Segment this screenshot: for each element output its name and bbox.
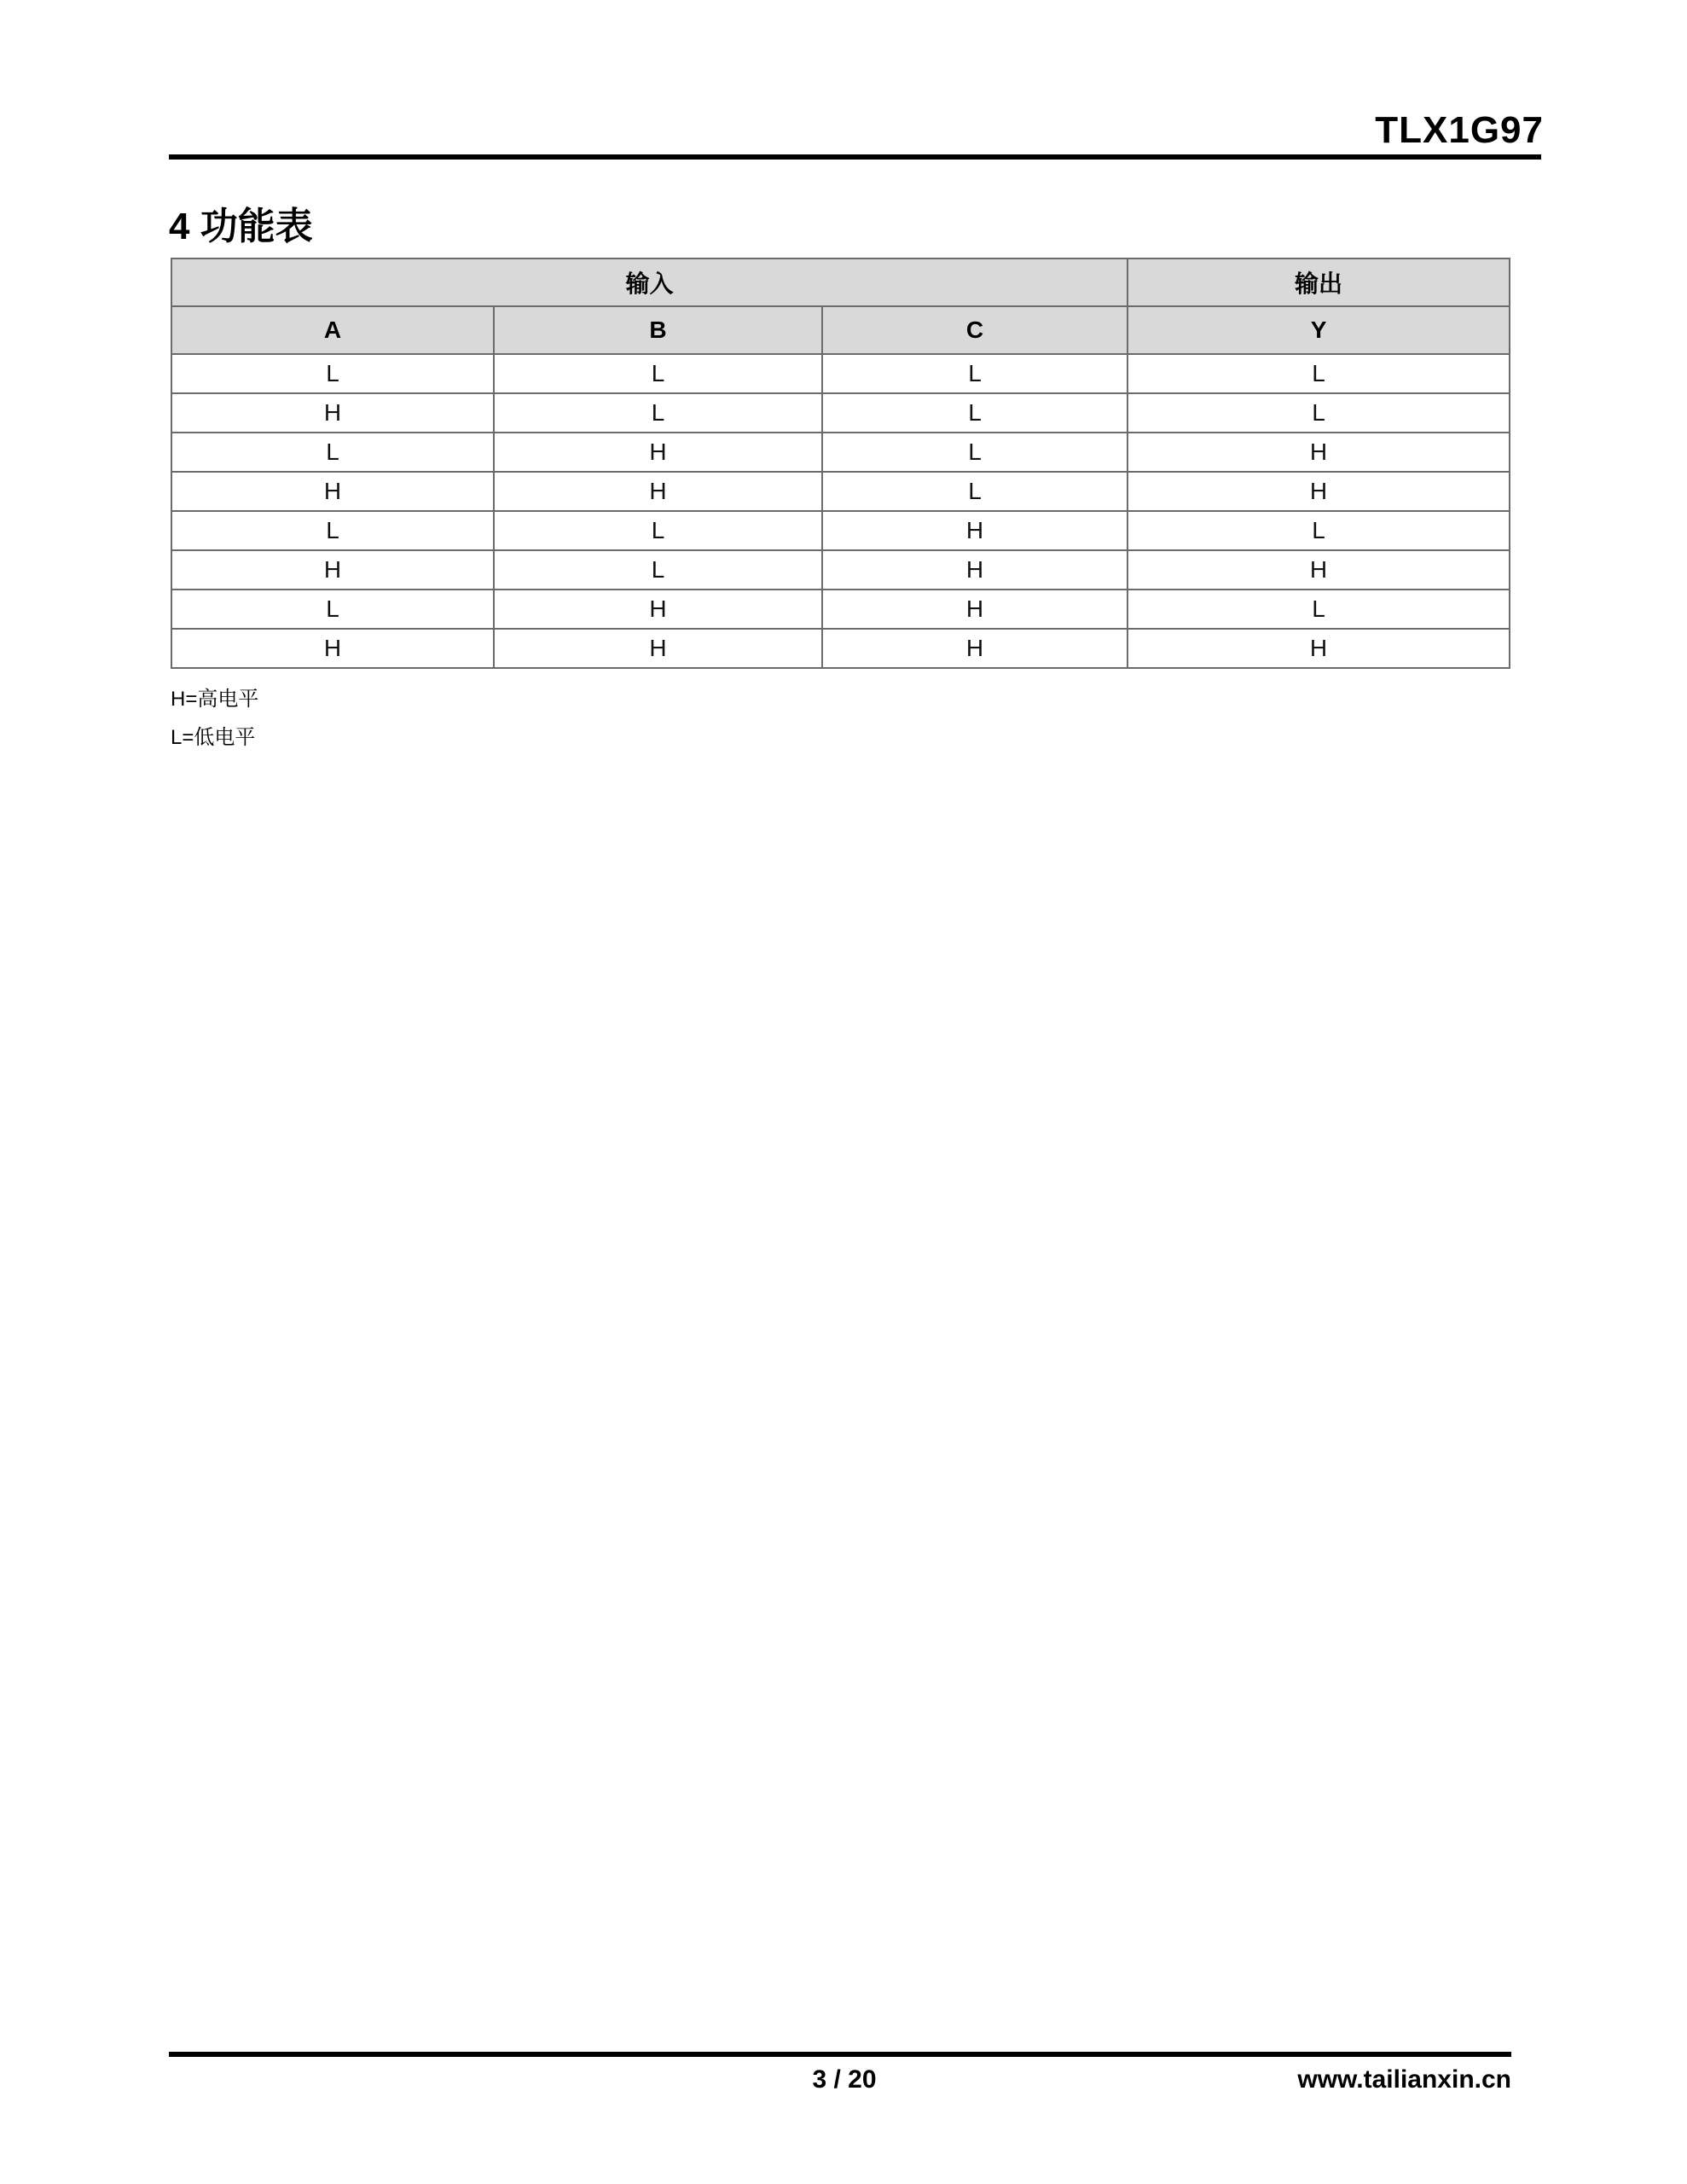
table-cell: L (494, 354, 822, 393)
table-cell: H (171, 550, 494, 590)
column-header-a: A (171, 306, 494, 354)
footer-website-link[interactable]: www.tailianxin.cn (1297, 2065, 1511, 2094)
table-cell: H (171, 629, 494, 668)
footer-divider (169, 2052, 1511, 2057)
table-cell: L (494, 393, 822, 433)
table-cell: H (494, 472, 822, 511)
table-cell: L (1128, 590, 1510, 629)
table-group-header-row (171, 258, 1510, 306)
column-header-y: Y (1128, 306, 1510, 354)
table-cell: L (1128, 511, 1510, 550)
table-cell: H (822, 629, 1128, 668)
table-cell: L (171, 354, 494, 393)
table-cell: H (822, 590, 1128, 629)
column-header-b: B (494, 306, 822, 354)
header-divider (169, 154, 1541, 160)
table-cell: H (494, 433, 822, 472)
inputs-group-header: 输入 (171, 258, 1128, 306)
table-cell: L (171, 511, 494, 550)
table-cell: H (1128, 629, 1510, 668)
table-row (171, 590, 1510, 629)
table-cell: L (494, 511, 822, 550)
table-cell: H (1128, 433, 1510, 472)
table-cell: L (822, 433, 1128, 472)
function-table (171, 258, 1510, 669)
column-header-c: C (822, 306, 1128, 354)
note-low-level: L=低电平 (171, 726, 256, 749)
table-cell: H (822, 511, 1128, 550)
table-row (171, 472, 1510, 511)
table-cell: L (494, 550, 822, 590)
table-row (171, 393, 1510, 433)
table-column-header-row (171, 306, 1510, 354)
table-row (171, 354, 1510, 393)
page-number: 3 / 20 (812, 2065, 877, 2094)
table-cell: H (171, 472, 494, 511)
table-cell: L (171, 433, 494, 472)
table-row (171, 433, 1510, 472)
table-cell: L (171, 590, 494, 629)
table-cell: H (494, 629, 822, 668)
section-title: 4 功能表 (169, 206, 313, 247)
table-cell: L (822, 354, 1128, 393)
table-cell: H (1128, 550, 1510, 590)
outputs-group-header: 输出 (1128, 258, 1510, 306)
table-cell: L (822, 393, 1128, 433)
table-cell: H (1128, 472, 1510, 511)
table-cell: H (822, 550, 1128, 590)
table-cell: H (494, 590, 822, 629)
table-cell: L (822, 472, 1128, 511)
table-row (171, 629, 1510, 668)
table-cell: L (1128, 354, 1510, 393)
table-cell: L (1128, 393, 1510, 433)
table-cell: H (171, 393, 494, 433)
part-number-header: TLX1G97 (1375, 109, 1544, 151)
table-row (171, 511, 1510, 550)
table-row (171, 550, 1510, 590)
note-high-level: H=高电平 (171, 688, 259, 711)
